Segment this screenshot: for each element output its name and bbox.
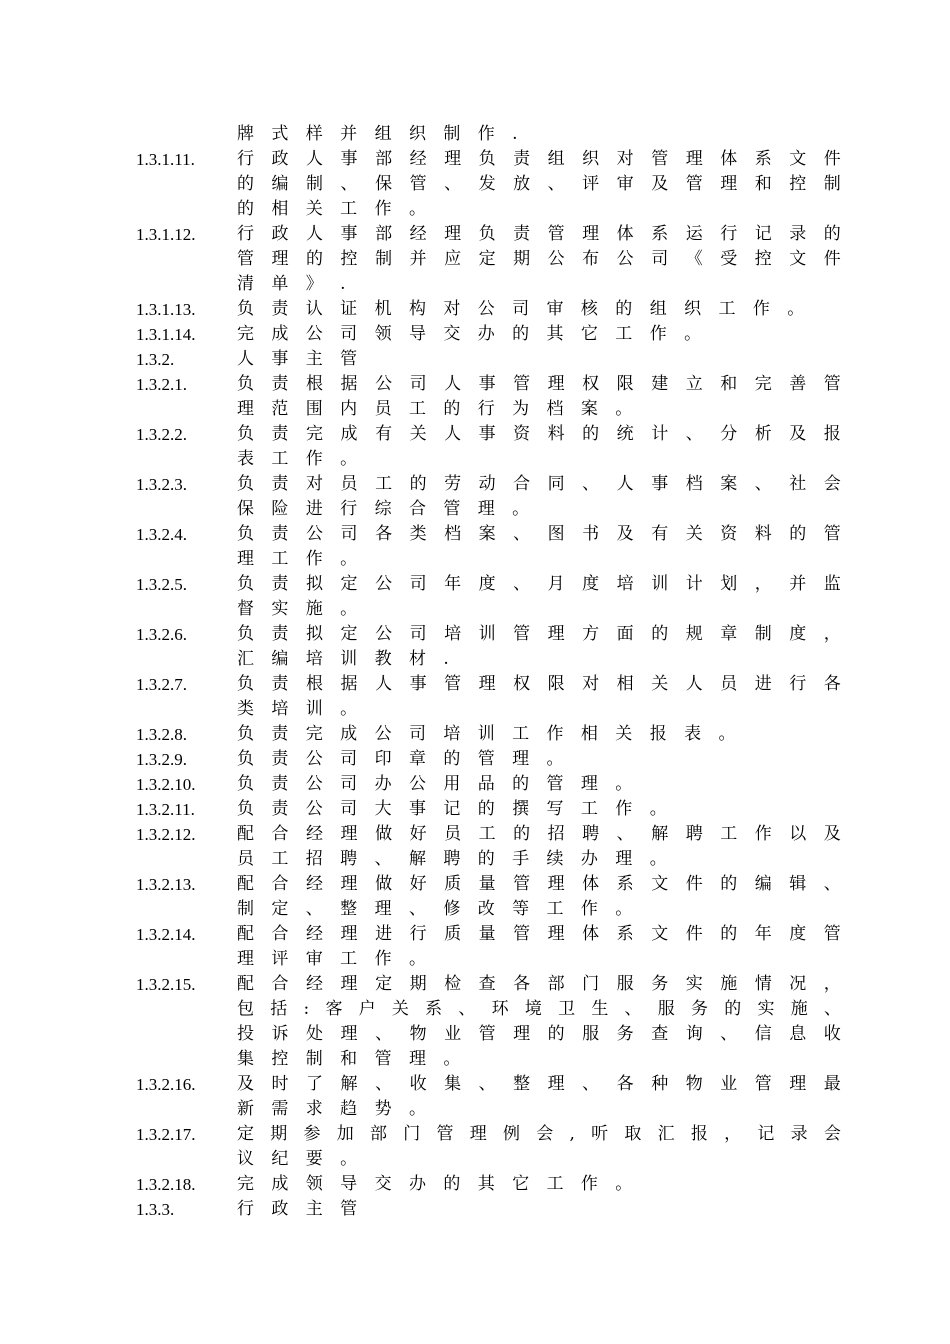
clause-number: 1.3.2.4.: [136, 525, 187, 544]
clause-item: [136, 747, 842, 772]
clause-text: [237, 872, 841, 922]
clause-item: [136, 672, 842, 722]
clause-item: [136, 622, 842, 672]
text-line: 负 责 对 员 工 的 劳 动 合 同 、 人 事 档 案 、 社 会: [237, 474, 841, 494]
clause-number: 1.3.2.1.: [136, 375, 187, 394]
text-line: 理 工 作 。: [237, 549, 358, 569]
text-line: 负 责 公 司 办 公 用 品 的 管 理 。: [237, 774, 633, 794]
text-line: 负 责 公 司 大 事 记 的 撰 写 工 作 。: [237, 799, 667, 819]
text-line: 理 范 围 内 员 工 的 行 为 档 案 。: [237, 399, 633, 419]
text-line: 负 责 拟 定 公 司 培 训 管 理 方 面 的 规 章 制 度 ，: [237, 624, 841, 644]
clause-number: 1.3.2.2.: [136, 425, 187, 444]
clause-text: [237, 347, 841, 372]
text-line: 管 理 的 控 制 并 应 定 期 公 布 公 司 《 受 控 文 件: [237, 249, 841, 269]
text-line: 人 事 主 管: [237, 349, 358, 369]
clause-number: 1.3.3.: [136, 1200, 175, 1219]
text-line: 投 诉 处 理 、 物 业 管 理 的 服 务 查 询 、 信 息 收: [237, 1024, 841, 1044]
text-line: 理 评 审 工 作 。: [237, 949, 426, 969]
clause-text: [237, 772, 841, 797]
text-line: 员 工 招 聘 、 解 聘 的 手 续 办 理 。: [237, 849, 667, 869]
clause-text: [237, 472, 841, 522]
text-line: 行 政 人 事 部 经 理 负 责 管 理 体 系 运 行 记 录 的: [237, 224, 841, 244]
clause-text: [237, 122, 841, 147]
clause-number: 1.3.2.3.: [136, 475, 187, 494]
clause-number: 1.3.2.: [136, 350, 175, 369]
text-line: 汇 编 培 训 教 材 .: [237, 649, 449, 669]
clause-text: [237, 522, 841, 572]
clause-number: 1.3.2.11.: [136, 800, 195, 819]
clause-item: [136, 797, 842, 822]
clause-number: 1.3.1.14.: [136, 325, 196, 344]
clause-text: [237, 1072, 841, 1122]
clause-number: 1.3.2.17.: [136, 1125, 196, 1144]
clause-text: [237, 797, 841, 822]
clause-item: [136, 1072, 842, 1122]
clause-item: [136, 347, 842, 372]
text-line: 牌 式 样 并 组 织 制 作 .: [237, 124, 518, 144]
clause-item: [136, 822, 842, 872]
clause-item: [136, 122, 842, 147]
clause-text: [237, 372, 841, 422]
clause-item: [136, 1197, 842, 1222]
clause-item: [136, 972, 842, 1072]
clause-number: 1.3.1.11.: [136, 150, 195, 169]
clause-text: [237, 322, 841, 347]
clause-number: 1.3.2.15.: [136, 975, 196, 994]
text-line: 新 需 求 趋 势 。: [237, 1099, 426, 1119]
text-line: 督 实 施 。: [237, 599, 358, 619]
clause-number: 1.3.2.14.: [136, 925, 196, 944]
text-line: 负 责 公 司 各 类 档 案 、 图 书 及 有 关 资 料 的 管: [237, 524, 841, 544]
text-line: 包 括 : 客 户 关 系 、 环 境 卫 生 、 服 务 的 实 施 、: [237, 999, 841, 1019]
clause-text: [237, 722, 841, 747]
clause-number: 1.3.2.5.: [136, 575, 187, 594]
text-line: 配 合 经 理 进 行 质 量 管 理 体 系 文 件 的 年 度 管: [237, 924, 841, 944]
text-line: 负 责 拟 定 公 司 年 度 、 月 度 培 训 计 划 ， 并 监: [237, 574, 841, 594]
clause-item: [136, 147, 842, 222]
document-body: [136, 122, 842, 1222]
text-line: 表 工 作 。: [237, 449, 358, 469]
clause-item: [136, 297, 842, 322]
clause-text: [237, 622, 841, 672]
clause-item: [136, 572, 842, 622]
clause-number: 1.3.1.13.: [136, 300, 196, 319]
clause-item: [136, 322, 842, 347]
clause-item: [136, 422, 842, 472]
clause-item: [136, 872, 842, 922]
text-line: 负 责 完 成 有 关 人 事 资 料 的 统 计 、 分 析 及 报: [237, 424, 841, 444]
text-line: 配 合 经 理 做 好 质 量 管 理 体 系 文 件 的 编 辑 、: [237, 874, 841, 894]
clause-number: 1.3.1.12.: [136, 225, 196, 244]
text-line: 及 时 了 解 、 收 集 、 整 理 、 各 种 物 业 管 理 最: [237, 1074, 841, 1094]
clause-text: [237, 972, 841, 1072]
clause-item: [136, 372, 842, 422]
text-line: 负 责 认 证 机 构 对 公 司 审 核 的 组 织 工 作 。: [237, 299, 805, 319]
text-line: 完 成 公 司 领 导 交 办 的 其 它 工 作 。: [237, 324, 702, 344]
clause-item: [136, 472, 842, 522]
text-line: 集 控 制 和 管 理 。: [237, 1049, 461, 1069]
text-line: 负 责 公 司 印 章 的 管 理 。: [237, 749, 564, 769]
clause-text: [237, 147, 841, 222]
clause-text: [237, 422, 841, 472]
text-line: 配 合 经 理 做 好 员 工 的 招 聘 、 解 聘 工 作 以 及: [237, 824, 841, 844]
text-line: 负 责 根 据 人 事 管 理 权 限 对 相 关 人 员 进 行 各: [237, 674, 841, 694]
clause-number: 1.3.2.18.: [136, 1175, 196, 1194]
text-line: 类 培 训 。: [237, 699, 358, 719]
clause-item: [136, 222, 842, 297]
clause-number: 1.3.2.9.: [136, 750, 187, 769]
clause-text: [237, 747, 841, 772]
clause-item: [136, 522, 842, 572]
clause-item: [136, 1172, 842, 1197]
clause-item: [136, 772, 842, 797]
text-line: 保 险 进 行 综 合 管 理 。: [237, 499, 530, 519]
clause-text: [237, 922, 841, 972]
clause-number: 1.3.2.12.: [136, 825, 196, 844]
clause-text: [237, 572, 841, 622]
clause-text: [237, 1197, 841, 1222]
clause-number: 1.3.2.16.: [136, 1075, 196, 1094]
clause-text: [237, 672, 841, 722]
text-line: 完 成 领 导 交 办 的 其 它 工 作 。: [237, 1174, 633, 1194]
text-line: 配 合 经 理 定 期 检 查 各 部 门 服 务 实 施 情 况 ，: [237, 974, 841, 994]
text-line: 定 期 参 加 部 门 管 理 例 会 , 听 取 汇 报 ， 记 录 会: [237, 1124, 841, 1144]
text-line: 行 政 主 管: [237, 1199, 358, 1219]
text-line: 制 定 、 整 理 、 修 改 等 工 作 。: [237, 899, 633, 919]
clause-text: [237, 822, 841, 872]
clause-number: 1.3.2.7.: [136, 675, 187, 694]
text-line: 负 责 根 据 公 司 人 事 管 理 权 限 建 立 和 完 善 管: [237, 374, 841, 394]
clause-number: 1.3.2.6.: [136, 625, 187, 644]
clause-text: [237, 1122, 841, 1172]
clause-text: [237, 297, 841, 322]
text-line: 行 政 人 事 部 经 理 负 责 组 织 对 管 理 体 系 文 件: [237, 149, 841, 169]
clause-number: 1.3.2.13.: [136, 875, 196, 894]
text-line: 的 编 制 、 保 管 、 发 放 、 评 审 及 管 理 和 控 制: [237, 174, 841, 194]
clause-text: [237, 222, 841, 297]
clause-item: [136, 1122, 842, 1172]
text-line: 的 相 关 工 作 。: [237, 199, 426, 219]
clause-number: 1.3.2.10.: [136, 775, 196, 794]
text-line: 负 责 完 成 公 司 培 训 工 作 相 关 报 表 。: [237, 724, 736, 744]
text-line: 清 单 》 .: [237, 274, 346, 294]
clause-item: [136, 722, 842, 747]
clause-text: [237, 1172, 841, 1197]
clause-number: 1.3.2.8.: [136, 725, 187, 744]
text-line: 议 纪 要 。: [237, 1149, 358, 1169]
clause-item: [136, 922, 842, 972]
